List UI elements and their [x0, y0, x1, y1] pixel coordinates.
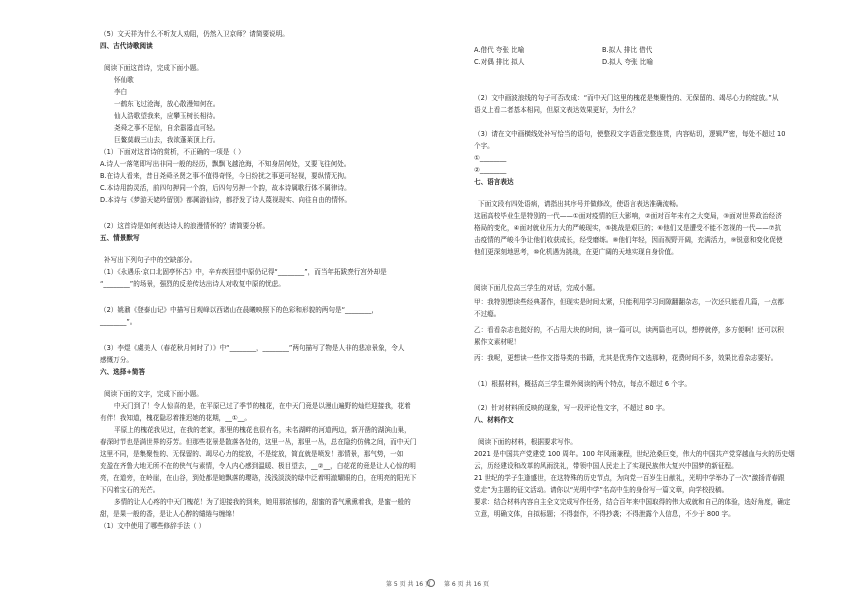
- text-line: 甜，是果一般的香，是让人心醉的缱绻与缠绵！: [100, 510, 239, 518]
- choice-option: D.拟人 夸张 比喻: [602, 58, 653, 66]
- text-line: 格局的变化，④面对就业压力大的严峻现实，⑤挑战是艰巨的；⑥他们又是遭受不能不忽视的一代——⑦抗: [474, 224, 782, 232]
- text-line: 21 世纪的学子生逢盛世，在这特殊的历史节点，为向党一百岁生日献礼，光明中学举办了一次“激扬青春跟: [474, 474, 785, 482]
- text-line: 乙：看看杂志也挺好的，不占用大块的时间，读一篇可以，读两篇也可以，想停就停，多方便啊！还可以积: [474, 326, 784, 334]
- text-line: B.在诗人看来，昔日尧舜圣贤之事不值得奇怪，今日纷扰之事更可轻视，要纵情无拘。: [100, 172, 351, 180]
- text-line: 一鹤东飞过沧海，放心散漫知何在。: [114, 100, 220, 108]
- text-line: 怀仙歌: [114, 76, 134, 84]
- text-line: （2）姚鼐《登泰山记》中描写日观峰以西诸山在晨曦映照下的色彩和形貌的两句是“________，: [100, 306, 378, 314]
- text-line: 平原上的槐花我见过，在我的老家，那里的槐花也很有名，未名湖畔的河道两边，新开凿的湖滨山巢，: [114, 426, 411, 434]
- text-line: 阅读下面这首诗，完成下面小题。: [104, 64, 203, 72]
- text-line: 丙：我呢，更想读一些作文指导类的书籍，尤其是优秀作文选那种，花费时间不多，效果比看杂志要好。: [474, 354, 778, 362]
- text-line: 阅读下面几位高三学生的对话，完成小题。: [474, 284, 600, 292]
- text-line: 他们更深刻地思考，⑩化机遇为挑战，在更广阔的天地实现自身价值。: [474, 248, 678, 256]
- choice-option: A.借代 夸张 比喻: [474, 46, 525, 54]
- text-line: 仙人浩歌望我来，应攀玉树长相待。: [114, 112, 220, 120]
- section-heading: 五、情景默写: [100, 234, 140, 242]
- text-line: 感慨万分。: [100, 356, 133, 364]
- text-line: 阅读下面的文字，完成下面小题。: [104, 390, 203, 398]
- text-line: 亮，在道旁，在岭崖，在山谷，到处都是她飘落的璎珞，浅浅淡淡的绿中泛着明澈耀眼的白，在明亮的阳光下: [100, 474, 417, 482]
- text-line: ②________: [474, 166, 507, 174]
- text-line: 累作文素材呢！: [474, 338, 521, 346]
- section-heading: 八、材料作文: [474, 416, 514, 424]
- text-line: 不过瘾。: [474, 310, 501, 318]
- choice-option: C.对偶 排比 拟人: [474, 58, 525, 66]
- text-line: 春深时节也是满世界的芬芳。但那些花景是散落各处的，这里一丛，那里一丛，总在隐约仿佛之间，而中天门: [100, 438, 417, 446]
- text-line: 这里不同，是集聚性的、无保留的、竭尽心力的绽放，不是绽放，简直就是喷发！那情景，那气势，一如: [100, 450, 404, 458]
- text-line: 2021 是中国共产党建党 100 周年。100 年风雨兼程，世纪沧桑巨变，伟大的中国共产党穿越血与火的历史烟: [474, 450, 795, 458]
- text-line: 尧舜之事不足惊，自余嚣嚣直可轻。: [114, 124, 220, 132]
- text-line: 有伴！我知道，槐花隐忍着推迟她的花期，__①__。: [100, 414, 251, 422]
- text-line: （1）根据材料，概括高三学生课外阅读的两个特点，每点不超过 6 个字。: [474, 380, 691, 388]
- text-line: 阅读下面的材料，根据要求写作。: [478, 438, 577, 446]
- text-line: （2）这首诗是如何表达诗人的浪漫情怀的？请简要分析。: [100, 222, 270, 230]
- text-line: （3）请在文中画横线处补写恰当的语句，使整段文字语意完整连贯，内容贴切，逻辑严密，每处不超过 10: [474, 130, 786, 138]
- text-line: D.本诗与《梦游天姥吟留别》都属游仙诗，都抒发了诗人蔑视现实、向往自由的情怀。: [100, 196, 352, 204]
- text-line: C.本诗用韵灵活，前四句押同一个韵，后四句另押一个韵，故本诗属歌行体不属律诗。: [100, 184, 351, 192]
- text-line: 云，历经建设和改革的风雨洗礼，带领中国人民走上了实现民族伟大复兴中国梦的新征程。: [474, 462, 738, 470]
- choice-option: B.拟人 排比 借代: [602, 46, 653, 54]
- page-divider-circle-icon: [427, 579, 435, 587]
- page-footer-right: 第 6 页 共 16 页: [444, 581, 489, 588]
- text-line: （3）李煜《虞美人（春花秋月何时了）》中“________，________”两句描写了物是人非的悲凉景象，令人: [100, 344, 405, 352]
- section-heading: 六、选择+简答: [100, 368, 146, 376]
- text-line: 要求：结合材料内容自主全文完成写作任务，结合百年来中国取得的伟大成就和自己的体验，选好角度，确定: [474, 498, 791, 506]
- text-line: 个字。: [474, 142, 494, 150]
- text-line: （2）文中画波浪线的句子可否改成：“而中天门这里的槐花是集聚性的、无保留的、竭尽心力的绽放。”从: [474, 94, 779, 102]
- text-line: （1）下面对这首诗的赏析，不正确的一项是（ ）: [100, 148, 245, 156]
- text-line: A.诗人一落笔即写出非同一般的经历，飘飘飞越沧海，不知身居何处，又要飞往何处。: [100, 160, 351, 168]
- text-line: （2）针对材料所反映的现象，写一段评论性文字，不超过 80 字。: [474, 404, 669, 412]
- text-line: （5）文天祥为什么不听友人劝阻，仍然入卫京师？请简要说明。: [100, 30, 289, 38]
- text-line: （1）文中使用了哪些修辞手法（ ）: [100, 522, 206, 530]
- text-line: 甲：我特别想读些经典著作，但现实是时间太紧，只能利用学习间隙翻翻杂志，一次还只能看几篇，一点都: [474, 298, 784, 306]
- text-line: 巨鳌莫载三山去，我欲蓬莱顶上行。: [114, 136, 220, 144]
- text-line: 下闪着宝石的光芒。: [100, 486, 160, 494]
- text-line: 下面文段有四处语病，请指出其序号并做修改，使语言表达准确流畅。: [478, 200, 683, 208]
- section-heading: 四、古代诗歌阅读: [100, 42, 153, 50]
- section-heading: 七、语言表达: [474, 178, 514, 186]
- text-line: 语义上看二者基本相同，但原文表达效果更好，为什么？: [474, 106, 639, 114]
- text-line: 党走”为主题的征文活动。请你以“光明中学”名高中生的身份写一篇文章，向学校投稿。: [474, 486, 729, 494]
- text-line: （1）《永遇乐·京口北固亭怀古》中，辛弃疾回望中原仍记得“________”，而当年拓跋焘行宫外却是: [100, 268, 387, 276]
- text-line: 补写出下列句子中的空缺部分。: [104, 256, 197, 264]
- text-line: “________”的场景，强烈的反差传达出诗人对收复中原的忧虑。: [100, 280, 285, 288]
- text-line: 充盈在齐鲁大地无所不在的侠气与素情，令人内心感到温暖、极目望去，__②__，白花花的竟是让人心惊的明: [100, 462, 416, 470]
- page-footer-left: 第 5 页 共 16 页: [386, 581, 431, 588]
- text-line: 立意，明确文体，自拟标题；不得套作，不得抄袭；不得泄露个人信息，不少于 800 字。: [474, 510, 735, 518]
- right-page: [430, 0, 860, 608]
- text-line: 击疫情的严峻斗争让他们收获成长，经受磨练。⑧他们年轻，因而视野开阔，充满活力，⑨锐意和变化促使: [474, 236, 783, 244]
- text-line: 李白: [114, 88, 128, 96]
- text-line: 这届高校毕业生是特别的一代——①面对疫情的巨大影响，②面对百年未有之大变局，③面对世界政治经济: [474, 212, 782, 220]
- text-line: ________”。: [100, 318, 137, 326]
- text-line: 多情的让人心疼的中天门槐花！为了迎接我的到来，她用那浓郁的，甜蜜的香气熏熏着我，是蜜一般的: [114, 498, 411, 506]
- text-line: 中天门到了！令人惊喜的是，在平原已过了季节的槐花，在中天门竟是以漫山遍野的灿烂迎接我，花着: [114, 402, 411, 410]
- text-line: ①________: [474, 154, 507, 162]
